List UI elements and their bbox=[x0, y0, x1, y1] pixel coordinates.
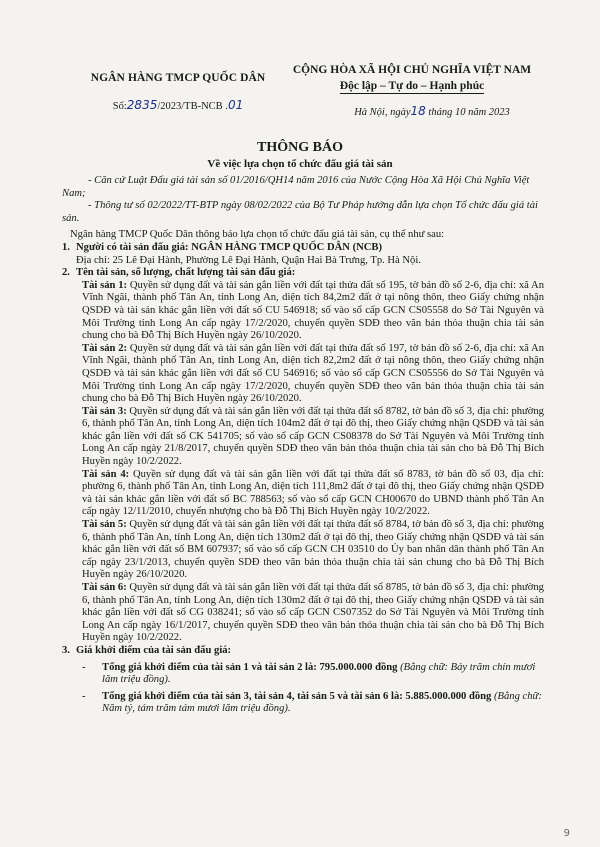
price-amount: Tổng giá khởi điểm của tài sản 1 và tài sản 2 là: 795.000.000 đồng bbox=[102, 661, 398, 673]
price-in-words: (Bằng chữ: Bảy trăm chín mươi lăm triệu đồng). bbox=[102, 661, 536, 686]
date-prefix: Hà Nội, ngày bbox=[354, 107, 411, 118]
document-subtitle: Về việc lựa chọn tổ chức đấu giá tài sản bbox=[207, 158, 393, 170]
doc-number-handwritten-2: 01 bbox=[227, 98, 244, 112]
doc-number-handwritten: 2835 bbox=[126, 98, 158, 112]
bank-name: NGÂN HÀNG TMCP QUỐC DÂN bbox=[90, 72, 266, 84]
asset-item: Tài sản 1: Quyền sử dụng đất và tài sản gắn liền với đất tại thửa đất số 195, tờ bản đồ số 2-6, địa chỉ: xã An Vĩnh Ngãi, thành phố Tân An, tỉnh Long An, diện tích 84,2m2 đất ở tại nông thôn, theo Giấy chứng nhận QSDĐ và tài sản khác gắn liền với đất số CU 546918; số vào sổ cấp GCN CS05558 do Sở Tài Nguyên và Môi Trường tỉnh Long An cấp ngày 17/2/2020, chuyển quyền SDĐ theo văn bản thỏa thuận chia tài sản chung cho bà Đỗ Thị Bích Huyền ngày 26/10/2020. bbox=[82, 279, 544, 342]
legal-basis-item: - Căn cứ Luật Đấu giá tài sản số 01/2016/QH14 năm 2016 của Nước Cộng Hòa Xã Hội Chủ Nghĩa Việt Nam; bbox=[62, 175, 530, 199]
asset-item: Tài sản 4: Quyền sử dụng đất và tài sản gắn liền với đất tại thửa đất số 8783, tờ bản đồ số 03, địa chỉ: phường 6, thành phố Tân An, tỉnh Long An, diện tích 111,8m2 đất ở tại đô thị, theo Giấy chứng nhận QSDĐ và tài sản khác gắn liền với đất số BC 788563; số vào sổ cấp GCN CH00670 do UBND thành phố Tân An cấp ngày 12/11/2010, chuyển nhượng cho bà Đỗ Thị Bích Huyền ngày 10/2/2022. bbox=[82, 468, 544, 518]
section-heading: 3. Giá khởi điểm của tài sản đấu giá: bbox=[62, 644, 232, 656]
national-header bbox=[282, 64, 542, 118]
price-amount: Tổng giá khởi điểm của tài sản 3, tài sản 4, tài sản 5 và tài sản 6 là: 5.885.000.000 đồng bbox=[102, 690, 492, 702]
intro-paragraph: Ngân hàng TMCP Quốc Dân thông báo lựa chọn tổ chức đấu giá tài sản, cụ thể như sau: bbox=[70, 229, 445, 241]
section-heading: 1. Người có tài sản đấu giá: NGÂN HÀNG TMCP QUỐC DÂN (NCB) bbox=[62, 241, 383, 253]
document-body bbox=[62, 175, 544, 716]
asset-item: Tài sản 2: Quyền sử dụng đất và tài sản gắn liền với đất tại thửa đất số 197, tờ bản đồ số 2-6, địa chỉ: xã An Vĩnh Ngãi, thành phố Tân An, tỉnh Long An, diện tích 82,2m2 đất ở tại nông thôn, theo Giấy chứng nhận QSDĐ và tài sản khác gắn liền với đất số CU 546916; số vào sổ cấp GCN CS05556 do Sở Tài Nguyên và Môi Trường tỉnh Long An cấp ngày 17/2/2020, chuyển quyền SDĐ theo văn bản thỏa thuận chia tài sản chung cho bà Đỗ Thị Bích Huyền ngày 26/10/2020. bbox=[82, 342, 544, 405]
owner-address: Địa chỉ: 25 Lê Đại Hành, Phường Lê Đại Hành, Quận Hai Bà Trưng, Tp. Hà Nội. bbox=[76, 254, 421, 266]
section-starting-price bbox=[62, 645, 544, 716]
national-motto: Độc lập – Tự do – Hạnh phúc bbox=[339, 80, 485, 92]
legal-basis-item: - Thông tư số 02/2022/TT-BTP ngày 08/02/2022 của Bộ Tư Pháp hướng dẫn lựa chọn Tổ chức đấu giá tài sản. bbox=[62, 200, 538, 224]
section-owner bbox=[62, 242, 544, 267]
page-mark: 9 bbox=[563, 828, 570, 839]
doc-number-prefix: Số: bbox=[112, 101, 127, 112]
document-number bbox=[78, 98, 278, 112]
price-item: - Tổng giá khởi điểm của tài sản 3, tài sản 4, tài sản 5 và tài sản 6 là: 5.885.000.000 đồng (Bằng chữ: Năm tỷ, tám trăm tám mươi lăm triệu đồng). bbox=[82, 690, 542, 715]
price-item: - Tổng giá khởi điểm của tài sản 1 và tài sản 2 là: 795.000.000 đồng (Bằng chữ: Bảy trăm chín mươi lăm triệu đồng). bbox=[82, 661, 536, 686]
legal-bases bbox=[62, 175, 544, 225]
doc-number-suffix: /2023/TB-NCB . bbox=[157, 101, 228, 112]
issuer-block bbox=[78, 72, 278, 112]
asset-item: Tài sản 6: Quyền sử dụng đất và tài sản gắn liền với đất tại thửa đất số 8785, tờ bản đồ số 3, địa chỉ: phường 6, thành phố Tân An, tỉnh Long An, diện tích 130m2 đất ở tại đô thị, theo Giấy chứng nhận QSDĐ và tài sản khác gắn liền với đất số CG 038241; số vào sổ cấp GCN CS07352 do Sở Tài Nguyên và Môi Trường tỉnh Long An cấp ngày 16/1/2017, chuyển quyền SDĐ theo văn bản thỏa thuận chia tài sản cho bà Đỗ Thị Bích Huyền ngày 10/2/2022. bbox=[82, 582, 544, 644]
asset-item: Tài sản 3: Quyền sử dụng đất và tài sản gắn liền với đất tại thửa đất số 8782, tờ bản đồ số 3, địa chỉ: phường 6, thành phố Tân An, tỉnh Long An, diện tích 104m2 đất ở tại đô thị, theo Giấy chứng nhận QSDĐ và tài sản khác gắn liền với đất số CK 541705; số vào sổ cấp GCN CS08378 do Sở Tài Nguyên và Môi Trường tỉnh Long An cấp ngày 21/8/2017, chuyển quyền SDĐ theo văn bản thỏa thuận chia tài sản cho bà Đỗ Thị Bích Huyền ngày 10/2/2022. bbox=[82, 405, 544, 468]
republic-name: CỘNG HÒA XÃ HỘI CHỦ NGHĨA VIỆT NAM bbox=[292, 64, 532, 76]
date-suffix: tháng 10 năm 2023 bbox=[428, 107, 510, 118]
date-day-handwritten: 18 bbox=[410, 104, 426, 118]
issue-date bbox=[282, 104, 542, 118]
section-assets bbox=[62, 267, 544, 645]
asset-item: Tài sản 5: Quyền sử dụng đất và tài sản gắn liền với đất tại thửa đất số 8784, tờ bản đồ số 3, địa chỉ: phường 6, thành phố Tân An, tỉnh Long An, diện tích 130m2 đất ở tại đô thị, theo Giấy chứng nhận QSDĐ và tài sản khác gắn liền với đất số BM 607937; số vào sổ cấp GCN CH 03510 do Ủy ban nhân dân thành phố Tân An cấp ngày 23/1/2013, chuyển quyền SDĐ theo văn bản thỏa thuận chia tài sản chung cho bà Đỗ Thị Bích Huyền ngày 26/10/2020. bbox=[82, 519, 544, 581]
section-heading: 2. Tên tài sản, số lượng, chất lượng tài sản đấu giá: bbox=[62, 267, 296, 279]
price-in-words: (Bằng chữ: Năm tỷ, tám trăm tám mươi lăm triệu đồng). bbox=[102, 690, 542, 715]
document-title: THÔNG BÁO bbox=[257, 140, 343, 155]
